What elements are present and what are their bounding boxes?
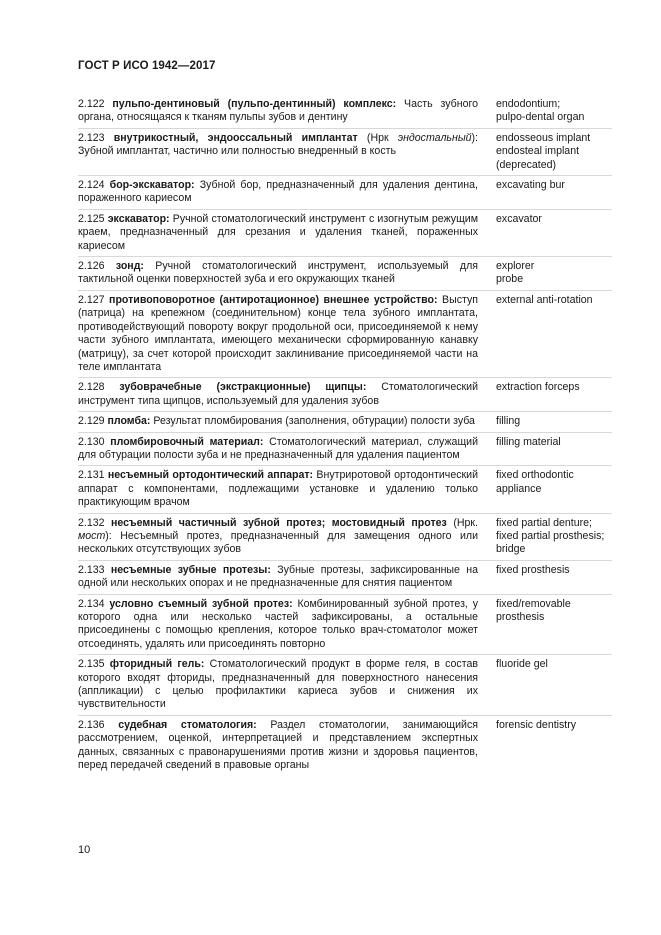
english-term-line: fluoride gel — [496, 658, 548, 671]
english-term-line: excavating bur — [496, 179, 565, 192]
english-equivalent — [490, 598, 612, 625]
english-equivalent — [490, 658, 612, 671]
english-term-line: pulpo-dental organ — [496, 111, 585, 124]
term-number: 2.125 — [78, 212, 105, 225]
english-term-line: appliance — [496, 482, 542, 495]
term-definition — [78, 415, 490, 428]
term-name: зонд: — [115, 260, 144, 273]
term-number: 2.127 — [78, 293, 105, 306]
english-term-line: filling — [496, 415, 521, 428]
english-term-line: excavator — [496, 212, 542, 225]
term-name: несъемные зубные протезы: — [110, 563, 271, 576]
term-name: пломбировочный материал: — [110, 435, 264, 448]
term-definition-text: Часть зубного органа, относящаяся к тканям пульпы зубов и дентину — [78, 98, 478, 124]
english-term-line: fixed partial prosthesis; — [496, 529, 605, 542]
term-definition — [78, 469, 490, 509]
term-definition-text: Внутриротовой ортодонтический аппарат с компонентами, подлежащими установке и удалению только практикующим врачом — [78, 469, 478, 509]
term-definition-text: Стоматологический материал, служащий для обтурации полости зуба и не предназначенный для удаления пациентом — [78, 435, 478, 461]
english-term-line: prosthesis — [496, 611, 545, 623]
term-definition-text: Комбинированный зубной протез, у которого одна или несколько частей зафиксированы, а остальные присоединены с помощью крепления, которое только врач-стоматолог может отсоединять, удалять или присоединять повторно — [78, 597, 479, 650]
term-entry — [78, 716, 612, 776]
term-note-prefix: (Нрк — [357, 131, 398, 144]
term-name: бор-экскаватор: — [109, 179, 195, 192]
term-definition-text: Стоматологический инструмент типа щипцов, используемый для удаления зубов — [78, 381, 478, 407]
term-definition — [78, 658, 490, 712]
page-number: 10 — [78, 844, 91, 856]
english-equivalent — [490, 260, 612, 287]
term-number: 2.123 — [78, 131, 105, 144]
term-definition — [78, 719, 490, 773]
term-name: зубоврачебные (экстракционные) щипцы: — [119, 381, 367, 394]
term-deprecated-note: мост — [78, 529, 106, 542]
term-entry — [78, 291, 612, 378]
term-definition — [78, 294, 490, 374]
term-note-suffix: ): — [105, 529, 112, 542]
english-equivalent — [490, 98, 612, 125]
term-number: 2.130 — [78, 435, 105, 448]
term-name: экскаватор: — [107, 212, 170, 225]
term-note-prefix: (Нрк. — [446, 516, 478, 529]
term-number: 2.134 — [78, 597, 105, 610]
term-entry — [78, 595, 612, 656]
english-term-line: extraction forceps — [496, 381, 580, 394]
english-term-line: (deprecated) — [496, 158, 557, 171]
term-name: пульпо-дентиновый (пульпо-дентинный) комплекс: — [112, 98, 397, 110]
term-entry — [78, 433, 612, 467]
term-name: пломба: — [107, 415, 151, 428]
english-equivalent — [490, 179, 612, 192]
term-entry — [78, 412, 612, 432]
term-definition-text: Ручной стоматологический инструмент, используемый для тактильной оценки поверхностей зуба и его окружающих тканей — [78, 260, 478, 286]
term-number: 2.129 — [78, 415, 105, 428]
english-term-line: external anti-rotation — [496, 293, 593, 306]
english-term-line: forensic dentistry — [496, 718, 577, 731]
term-definition — [78, 98, 490, 125]
term-name: судебная стоматология: — [118, 718, 257, 731]
english-equivalent — [490, 517, 612, 557]
english-equivalent — [490, 381, 612, 394]
term-entry — [78, 176, 612, 210]
term-definition — [78, 598, 490, 652]
term-name: несъемный частичный зубной протез; мостовидный протез — [111, 516, 447, 529]
term-definition — [78, 213, 490, 253]
english-equivalent — [490, 213, 612, 226]
term-definition-text: Результат пломбирования (заполнения, обтурации) полости зуба — [150, 415, 475, 428]
term-deprecated-note: эндостальный — [397, 131, 472, 144]
term-number: 2.136 — [78, 718, 105, 731]
term-name: противоповоротное (антиротационное) внешнее устройство: — [109, 293, 438, 306]
english-equivalent — [490, 469, 612, 496]
term-number: 2.133 — [78, 563, 105, 576]
term-definition-text: Стоматологический продукт в форме геля, в состав которого входят фториды, предназначенный для поверхностного нанесения (аппликации) с целью профилактики кариеса зубов и снижения их чувствительности — [78, 658, 478, 711]
term-entry — [78, 466, 612, 513]
term-definition — [78, 260, 490, 287]
english-term-line: probe — [496, 273, 524, 286]
english-term-line: endosseous implant — [496, 131, 591, 144]
term-definition-text: Зубной имплантат, частично или полностью внедренный в кость — [78, 145, 396, 158]
english-term-line: explorer — [496, 260, 535, 273]
term-entry — [78, 129, 612, 176]
english-equivalent — [490, 415, 612, 428]
english-term-line: fixed prosthesis — [496, 563, 570, 576]
term-definition-text: Несъемный протез, предназначенный для замещения одного или нескольких отсутствующих зубов — [78, 529, 478, 556]
english-equivalent — [490, 132, 612, 172]
term-definition — [78, 517, 490, 557]
english-term-line: endosteal implant — [496, 145, 580, 158]
term-entry — [78, 514, 612, 561]
term-note-suffix: ): — [471, 131, 478, 144]
term-number: 2.132 — [78, 516, 105, 529]
english-equivalent — [490, 719, 612, 732]
english-term-line: fixed/removable — [496, 597, 571, 610]
term-entry — [78, 655, 612, 716]
term-number: 2.126 — [78, 260, 105, 273]
term-name: внутрикостный, эндооссальный имплантат — [113, 131, 358, 144]
term-entry — [78, 210, 612, 257]
term-definition-text: Ручной стоматологический инструмент с изогнутым режущим краем, предназначенный для срезания и удаления тканей, пораженных кариесом — [78, 212, 478, 252]
document-header: ГОСТ Р ИСО 1942—2017 — [78, 60, 216, 72]
english-equivalent — [490, 564, 612, 577]
term-name: условно съемный зубной протез: — [109, 597, 293, 610]
term-definition-text: Зубной бор, предназначенный для удаления дентина, пораженного кариесом — [78, 179, 478, 205]
term-definition — [78, 179, 490, 206]
term-entry — [78, 561, 612, 595]
term-name: фторидный гель: — [109, 658, 205, 671]
terms-list — [78, 95, 612, 775]
term-entry — [78, 257, 612, 291]
english-term-line: fixed partial denture; — [496, 516, 592, 529]
term-name: несъемный ортодонтический аппарат: — [107, 469, 314, 482]
term-number: 2.122 — [78, 98, 105, 110]
term-number: 2.128 — [78, 381, 105, 394]
term-definition — [78, 381, 490, 408]
english-term-line: endodontium; — [496, 98, 561, 110]
english-equivalent — [490, 294, 612, 307]
term-definition — [78, 436, 490, 463]
english-equivalent — [490, 436, 612, 449]
term-definition-text: Раздел стоматологии, занимающийся рассмотрением, оценкой, интерпретацией и представлением экспертных данных, связанных с правонарушениями против жизни и здоровья пациентов, перед передачей сведений в правовые органы — [78, 718, 478, 772]
term-entry — [78, 378, 612, 412]
term-number: 2.124 — [78, 179, 105, 192]
term-number: 2.131 — [78, 469, 105, 482]
term-number: 2.135 — [78, 658, 105, 671]
term-entry — [78, 95, 612, 129]
term-definition — [78, 564, 490, 591]
english-term-line: fixed orthodontic — [496, 469, 574, 482]
term-definition-text: Выступ (патрица) на крепежном (соединительном) конце тела зубного имплантата, противодействующий повороту вокруг продольной оси, присоединяемой к нему части зубного имплантата, имеющего механически сформированную канавку (матрицу), за счет которой происходит заклинивание присоединяемой части на теле имплантата — [78, 293, 478, 373]
term-definition-text: Зубные протезы, зафиксированные на одной или нескольких опорах и не предназначенные для снятия пациентом — [78, 563, 479, 590]
term-definition — [78, 132, 490, 159]
english-term-line: filling material — [496, 435, 561, 448]
english-term-line: bridge — [496, 543, 526, 556]
